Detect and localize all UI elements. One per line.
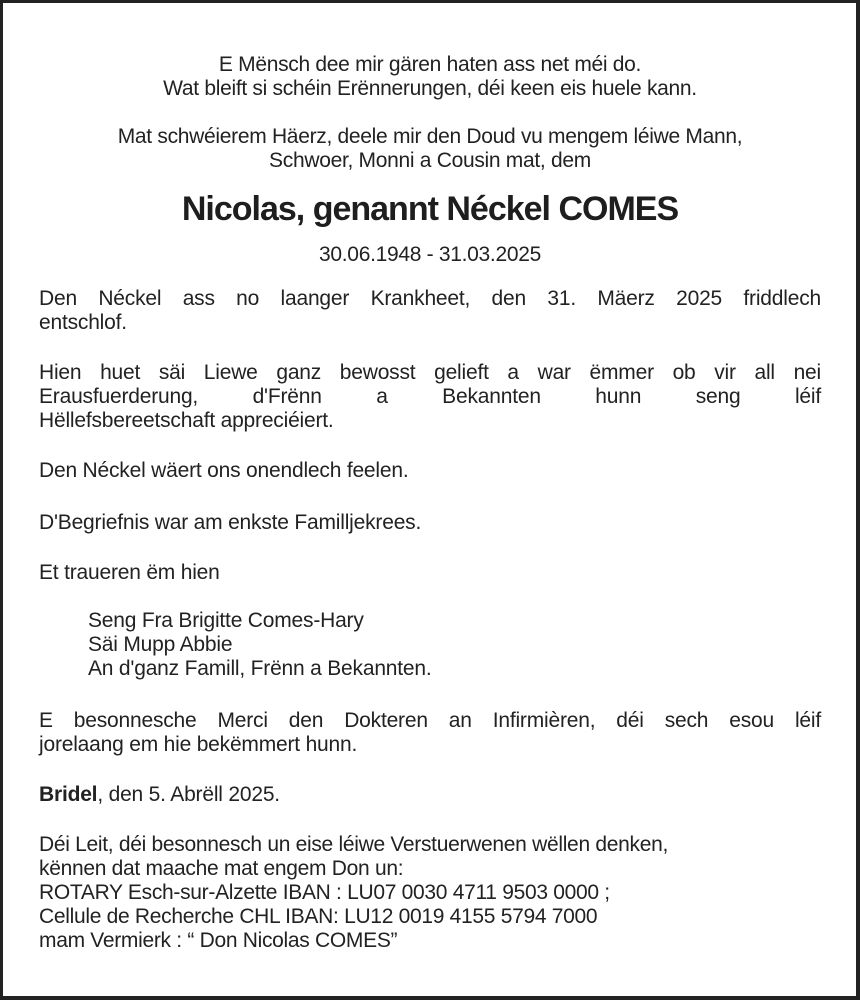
place-date (39, 783, 821, 807)
intro-line: Schwoer, Monni a Cousin mat, dem (269, 149, 591, 172)
paragraph-life (39, 361, 821, 433)
paragraph-thanks (39, 709, 821, 757)
donation-line: Déi Leit, déi besonnesch un eise léiwe Verstuerwenen wëllen denken, (39, 833, 668, 856)
donation-iban-rotary: ROTARY Esch-sur-Alzette IBAN : LU07 0030 4711 9503 0000 ; (39, 881, 610, 904)
donation-reference: mam Vermierk : “ Don Nicolas COMES” (39, 929, 398, 952)
donation-line: kënnen dat maache mat engem Don un: (39, 857, 404, 880)
verse-line: E Mënsch dee mir gären haten ass net méi do. (218, 53, 642, 76)
donation-info (39, 833, 821, 953)
mourners-list (88, 609, 821, 681)
paragraph-line: jorelaang em hie bekëmmert hunn. (39, 733, 358, 756)
paragraph-missed: Den Néckel wäert ons onendlech feelen. (39, 459, 409, 482)
announcement-intro (39, 125, 821, 173)
paragraph-passing (39, 287, 821, 335)
intro-line: Mat schwéierem Häerz, deele mir den Doud vu mengem léiwe Mann, (117, 125, 743, 148)
announcement-date: , den 5. Abrëll 2025. (97, 783, 280, 806)
paragraph-line: Hien huet säi Liewe ganz bewosst gelieft a war ëmmer ob vir all nei (39, 361, 821, 384)
place-name: Bridel (39, 783, 98, 806)
mourner-item: An d'ganz Famill, Frënn a Bekannten. (88, 657, 432, 680)
paragraph-line: Den Néckel ass no laanger Krankheet, den 31. Mäerz 2025 friddlech (39, 287, 821, 310)
life-dates: 30.06.1948 - 31.03.2025 (319, 243, 541, 266)
paragraph-line: Hëllefsbereetschaft appreciéiert. (39, 409, 334, 432)
paragraph-line: Erausfuerderung, d'Frënn a Bekannten hunn seng léif (39, 385, 821, 408)
paragraph-funeral: D'Begriefnis war am enkste Familljekrees. (39, 511, 422, 534)
paragraph-line: entschlof. (39, 311, 127, 334)
paragraph-line: E besonnesche Merci den Dokteren an Infirmièren, déi sech esou léif (39, 709, 821, 732)
verse-line: Wat bleift si schéin Erënnerungen, déi keen eis huele kann. (163, 77, 697, 100)
mourner-item: Säi Mupp Abbie (88, 633, 233, 656)
paragraph-mourn-intro: Et traueren ëm hien (39, 561, 220, 584)
deceased-name: Nicolas, genannt Néckel COMES (181, 190, 679, 228)
memorial-verse (39, 53, 821, 101)
donation-iban-chl: Cellule de Recherche CHL IBAN: LU12 0019 4155 5794 7000 (39, 905, 598, 928)
mourner-item: Seng Fra Brigitte Comes-Hary (88, 609, 364, 632)
